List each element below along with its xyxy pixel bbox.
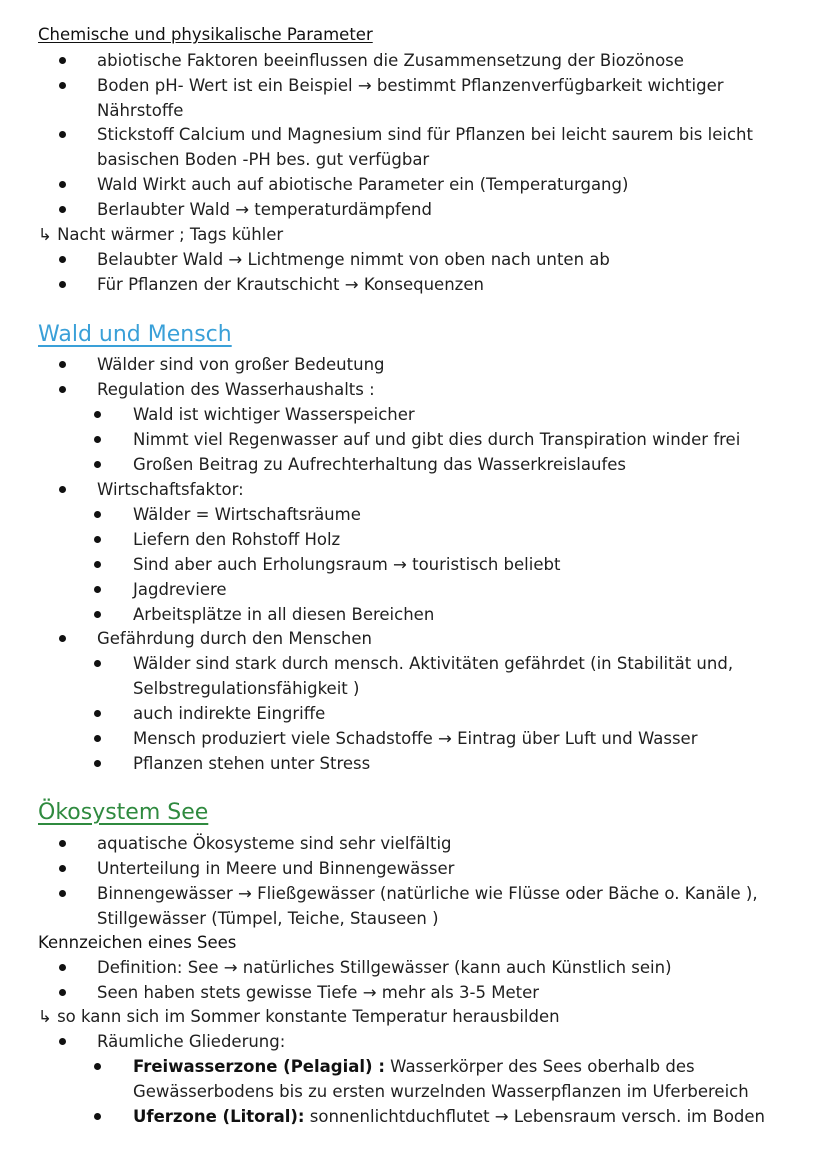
list-item: Definition: See → natürliches Stillgewässer (kann auch Künstlich sein)	[97, 958, 672, 977]
list-item: abiotische Faktoren beeinflussen die Zusammensetzung der Biozönose	[97, 51, 684, 70]
bullet-icon	[59, 635, 66, 642]
bullet-icon	[59, 989, 66, 996]
list-item: Seen haben stets gewisse Tiefe → mehr als 3-5 Meter	[97, 983, 540, 1002]
bullet-icon	[59, 840, 66, 847]
term-litoral: Uferzone (Litoral):	[133, 1107, 305, 1126]
list-item: Für Pflanzen der Krautschicht → Konsequenzen	[97, 275, 484, 294]
list-item: Wald Wirkt auch auf abiotische Parameter ein (Temperaturgang)	[97, 175, 629, 194]
subheading-kennzeichen: Kennzeichen eines Sees	[38, 933, 237, 952]
sub-list-item: Arbeitsplätze in all diesen Bereichen	[133, 605, 435, 624]
desc-litoral: sonnenlichtduchflutet → Lebensraum versch. im Boden	[304, 1107, 765, 1126]
bullet-icon	[94, 411, 101, 418]
bullet-icon	[94, 735, 101, 742]
bullet-icon	[59, 82, 66, 89]
sub-list-item: Großen Beitrag zu Aufrechterhaltung das Wasserkreislaufes	[133, 455, 627, 474]
sub-list-item-continuation: Gewässerbodens bis zu ersten wurzelnden Wasserpflanzen im Uferbereich	[133, 1082, 749, 1101]
bullet-icon	[94, 536, 101, 543]
sub-list-item: Wälder sind stark durch mensch. Aktivitäten gefährdet (in Stabilität und,	[133, 654, 734, 673]
list-item: Boden pH- Wert ist ein Beispiel → bestimmt Pflanzenverfügbarkeit wichtiger	[97, 76, 724, 95]
bullet-icon	[94, 710, 101, 717]
sub-list-item: Wälder = Wirtschaftsräume	[133, 505, 361, 524]
sub-list-item: Wald ist wichtiger Wasserspeicher	[133, 405, 415, 424]
bullet-icon	[94, 561, 101, 568]
list-item: aquatische Ökosysteme sind sehr vielfältig	[97, 834, 452, 853]
bullet-icon	[59, 361, 66, 368]
bullet-icon	[94, 461, 101, 468]
sub-list-item-pelagial	[133, 1054, 695, 1079]
list-item: Wirtschaftsfaktor:	[97, 480, 244, 499]
bullet-icon	[59, 1038, 66, 1045]
sub-list-item: Jagdreviere	[133, 580, 227, 599]
list-item: Räumliche Gliederung:	[97, 1032, 286, 1051]
sub-list-item: Pflanzen stehen unter Stress	[133, 754, 371, 773]
list-item-continuation: basischen Boden -PH bes. gut verfügbar	[97, 150, 430, 169]
sub-list-item: Sind aber auch Erholungsraum → touristisch beliebt	[133, 555, 561, 574]
sub-list-item-continuation: Selbstregulationsfähigkeit )	[133, 679, 360, 698]
bullet-icon	[94, 1063, 101, 1070]
list-item: Belaubter Wald → Lichtmenge nimmt von oben nach unten ab	[97, 250, 610, 269]
bullet-icon	[94, 660, 101, 667]
bullet-icon	[94, 611, 101, 618]
list-item-continuation: Stillgewässer (Tümpel, Teiche, Stauseen )	[97, 909, 439, 928]
list-item: Gefährdung durch den Menschen	[97, 629, 372, 648]
term-pelagial: Freiwasserzone (Pelagial) :	[133, 1057, 385, 1076]
list-item: Stickstoff Calcium und Magnesium sind für Pflanzen bei leicht saurem bis leicht	[97, 125, 753, 144]
bullet-icon	[94, 586, 101, 593]
sub-list-item: Liefern den Rohstoff Holz	[133, 530, 341, 549]
bullet-icon	[94, 1113, 101, 1120]
list-item: Unterteilung in Meere und Binnengewässer	[97, 859, 455, 878]
list-item: Regulation des Wasserhaushalts :	[97, 380, 375, 399]
list-item: Binnengewässer → Fließgewässer (natürliche wie Flüsse oder Bäche o. Kanäle ),	[97, 884, 758, 903]
sub-list-item: Nimmt viel Regenwasser auf und gibt dies durch Transpiration winder frei	[133, 430, 741, 449]
bullet-icon	[59, 181, 66, 188]
list-item: Berlaubter Wald → temperaturdämpfend	[97, 200, 432, 219]
section-heading-oekosystem-see: Ökosystem See	[38, 800, 209, 825]
bullet-icon	[94, 511, 101, 518]
desc-pelagial: Wasserkörper des Sees oberhalb des	[384, 1057, 695, 1076]
bullet-icon	[59, 386, 66, 393]
note-line: ↳ Nacht wärmer ; Tags kühler	[38, 225, 284, 244]
bullet-icon	[59, 131, 66, 138]
bullet-icon	[59, 890, 66, 897]
bullet-icon	[59, 964, 66, 971]
bullet-icon	[59, 206, 66, 213]
sub-list-item: auch indirekte Eingriffe	[133, 704, 326, 723]
list-item-continuation: Nährstoffe	[97, 101, 184, 120]
bullet-icon	[59, 865, 66, 872]
section-heading-wald-und-mensch: Wald und Mensch	[38, 322, 232, 347]
bullet-icon	[94, 436, 101, 443]
sub-list-item-litoral	[133, 1104, 765, 1129]
bullet-icon	[59, 281, 66, 288]
sub-list-item: Mensch produziert viele Schadstoffe → Eintrag über Luft und Wasser	[133, 729, 698, 748]
bullet-icon	[59, 486, 66, 493]
list-item: Wälder sind von großer Bedeutung	[97, 355, 385, 374]
bullet-icon	[94, 760, 101, 767]
note-line: ↳ so kann sich im Sommer konstante Temperatur herausbilden	[38, 1007, 560, 1026]
bullet-icon	[59, 256, 66, 263]
bullet-icon	[59, 57, 66, 64]
section-heading-parameters: Chemische und physikalische Parameter	[38, 25, 373, 44]
